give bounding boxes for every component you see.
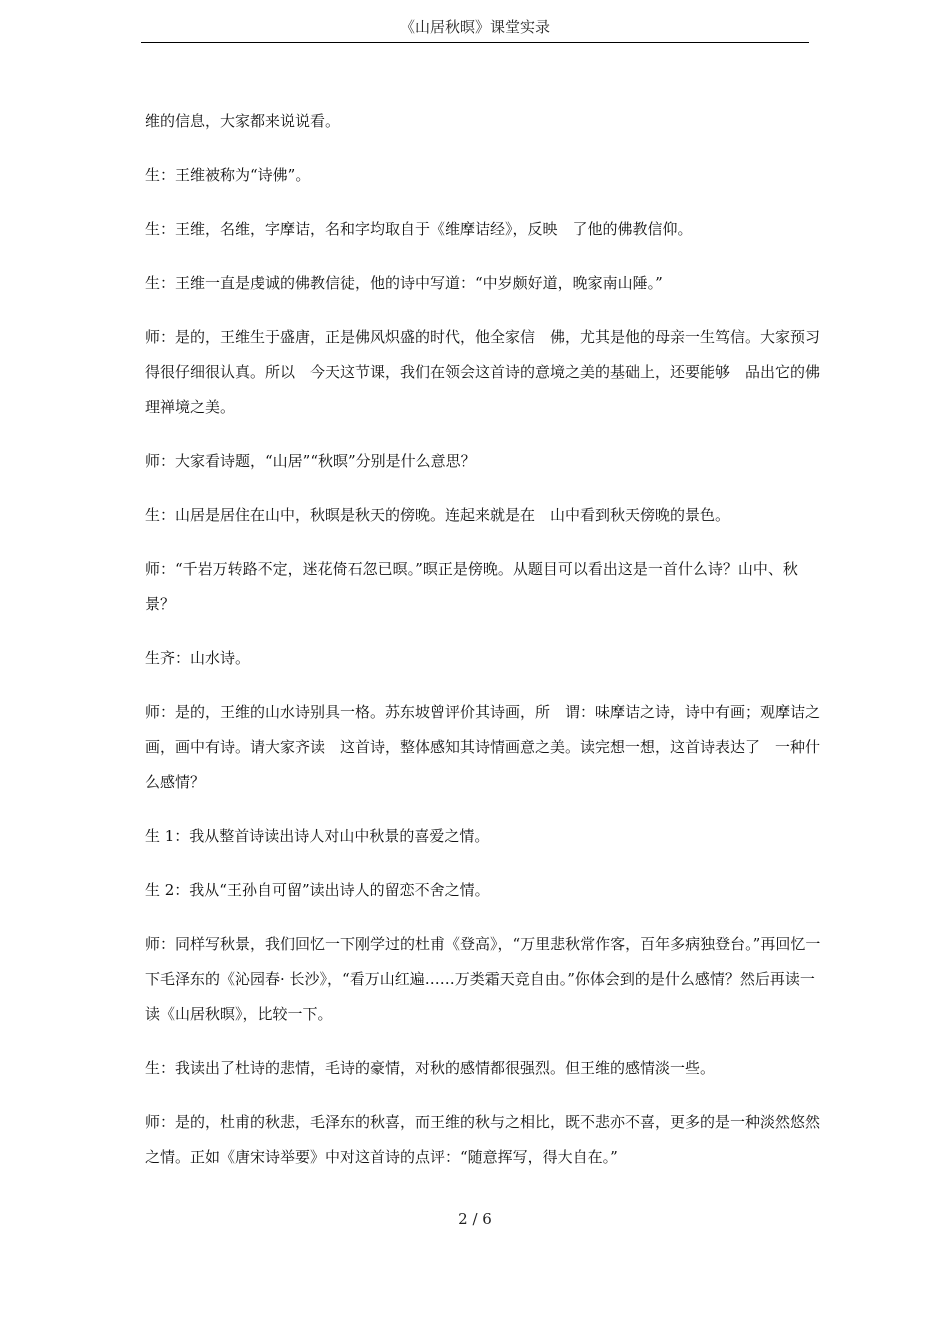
paragraph: 师：是的，王维生于盛唐，正是佛风炽盛的时代，他全家信 佛，尤其是他的母亲一生笃信。大家预习得很仔细很认真。所以 今天这节课，我们在领会这首诗的意境之美的基础上，还要能够 品出它的佛理禅境之美。 (145, 328, 821, 416)
paragraph: 维的信息，大家都来说说看。 (145, 112, 341, 130)
paragraph: 生 1：我从整首诗读出诗人对山中秋景的喜爱之情。 (145, 827, 490, 845)
paragraph: 生：我读出了杜诗的悲情，毛诗的豪情，对秋的感情都很强烈。但王维的感情淡一些。 (145, 1059, 716, 1077)
paragraph: 生：王维，名维，字摩诘，名和字均取自于《维摩诘经》，反映 了他的佛教信仰。 (145, 220, 693, 238)
paragraph: 生齐：山水诗。 (145, 649, 251, 667)
paragraph: 师：是的，杜甫的秋悲，毛泽东的秋喜，而王维的秋与之相比，既不悲亦不喜，更多的是一种淡然悠然之情。正如《唐宋诗举要》中对这首诗的点评：“随意挥写，得大自在。” (145, 1113, 821, 1166)
header-divider (141, 42, 809, 43)
paragraph: 师：“千岩万转路不定，迷花倚石忽已暝。”暝正是傍晚。从题目可以看出这是一首什么诗？山中、秋景？ (145, 560, 798, 613)
paragraph: 生：王维一直是虔诚的佛教信徒，他的诗中写道：“中岁颇好道，晚家南山陲。” (145, 274, 663, 292)
paragraph: 生：山居是居住在山中，秋暝是秋天的傍晚。连起来就是在 山中看到秋天傍晚的景色。 (145, 506, 731, 524)
page-header-title: 《山居秋暝》课堂实录 (399, 18, 550, 36)
paragraph: 师：是的，王维的山水诗别具一格。苏东坡曾评价其诗画，所 谓：味摩诘之诗，诗中有画；观摩诘之画，画中有诗。请大家齐读 这首诗，整体感知其诗情画意之美。读完想一想，这首诗表达了 一种什么感情？ (145, 703, 821, 791)
paragraph: 师：同样写秋景，我们回忆一下刚学过的杜甫《登高》，“万里悲秋常作客，百年多病独登台。”再回忆一下毛泽东的《沁园春· 长沙》，“看万山红遍……万类霜天竞自由。”你体会到的是什么感情？然后再读一读《山居秋暝》，比较一下。 (145, 935, 821, 1023)
document-body (145, 104, 825, 1194)
page-number: 2 / 6 (458, 1210, 492, 1228)
paragraph: 师：大家看诗题，“山居”“秋暝”分别是什么意思？ (145, 452, 476, 470)
paragraph: 生：王维被称为“诗佛”。 (145, 166, 311, 184)
paragraph: 生 2：我从“王孙自可留”读出诗人的留恋不舍之情。 (145, 881, 490, 899)
